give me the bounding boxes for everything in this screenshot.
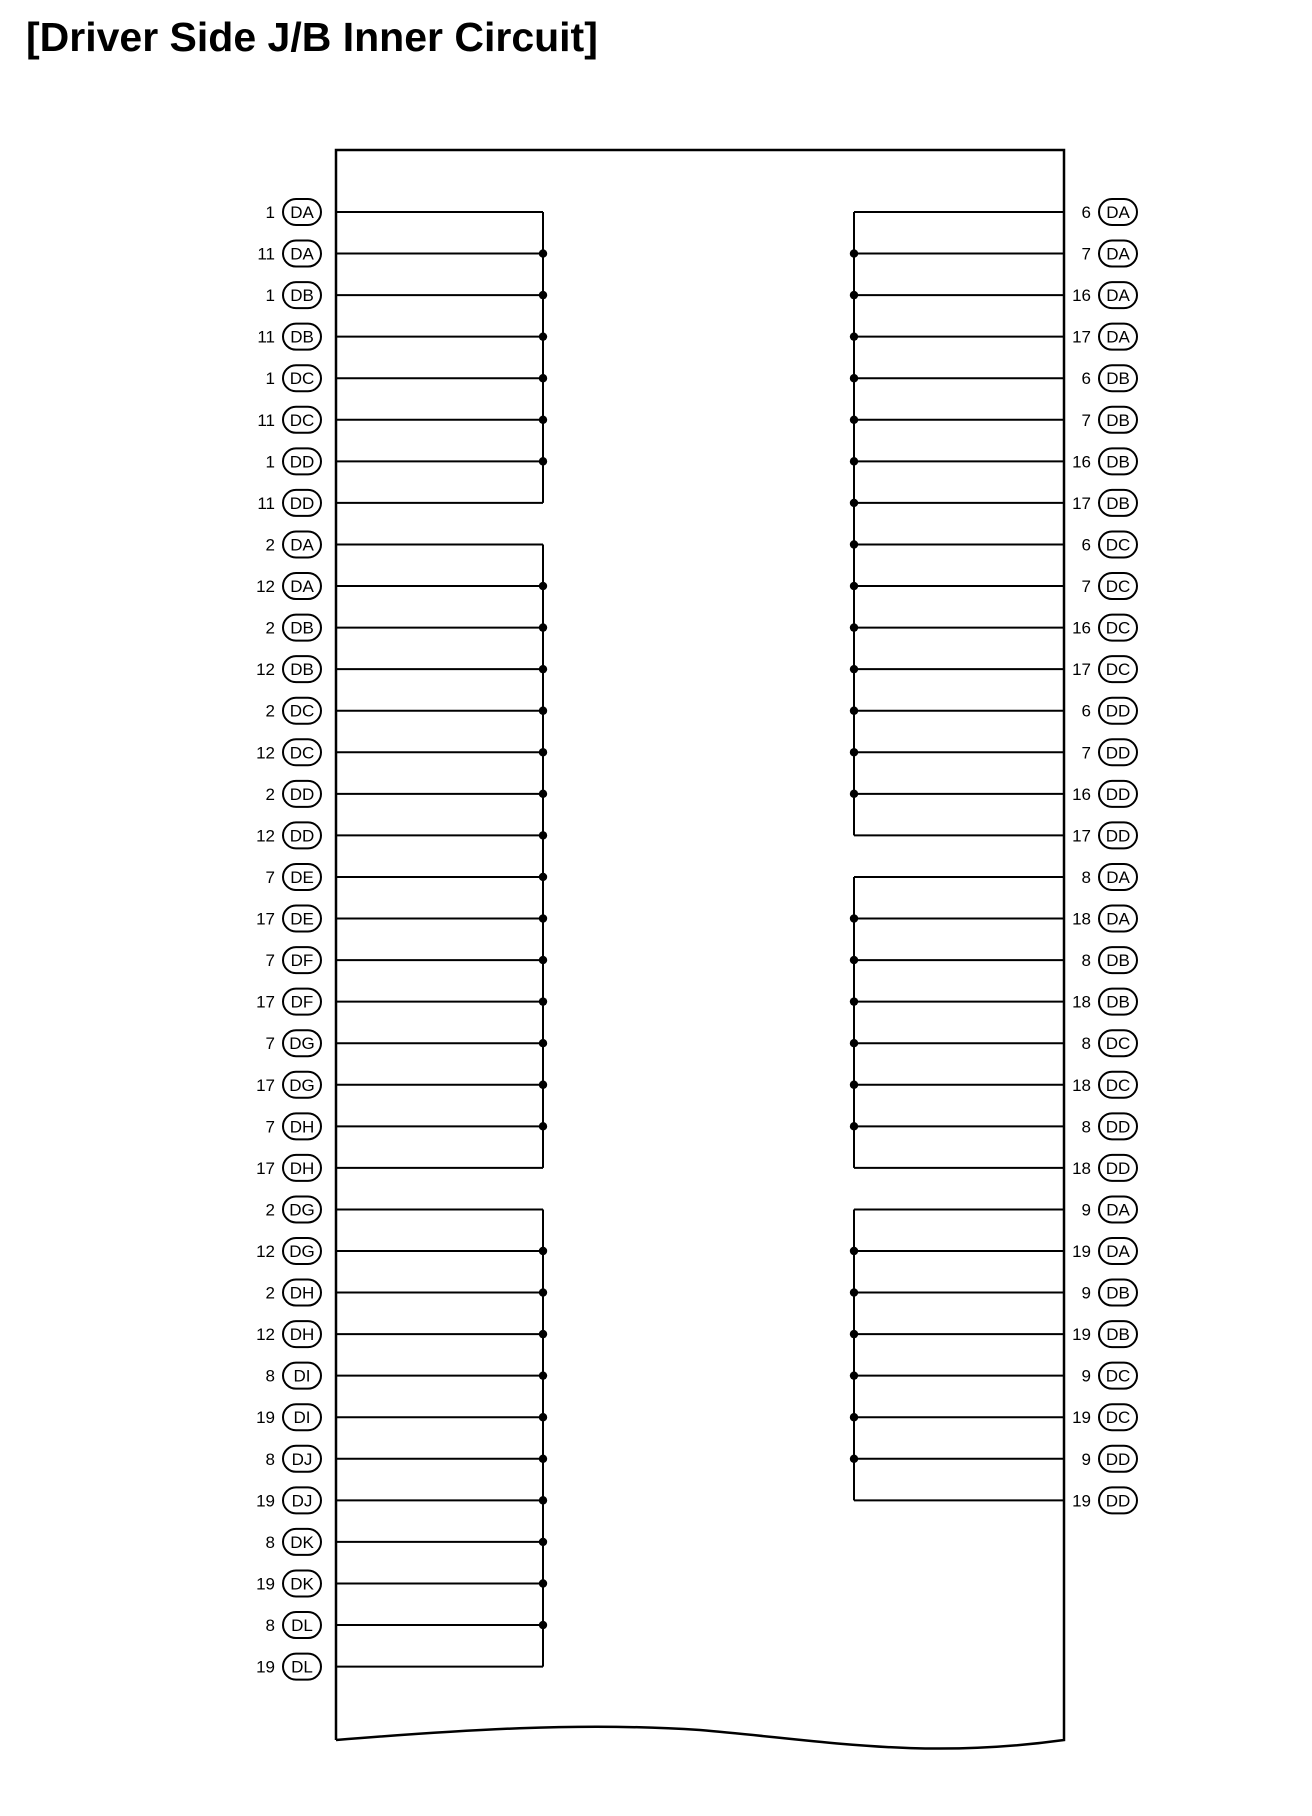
connector-code: DB <box>290 618 314 638</box>
junction-dot <box>539 1039 547 1047</box>
junction-dot <box>539 1413 547 1421</box>
connector-code: DK <box>290 1532 314 1552</box>
connector-code: DA <box>290 577 314 597</box>
pin-number: 19 <box>1072 1242 1091 1261</box>
pin-number: 18 <box>1072 1075 1091 1095</box>
connector-code: DC <box>289 743 315 763</box>
right-pin-9-DB <box>850 1280 1137 1306</box>
pin-number: 18 <box>1072 909 1091 929</box>
pin-number: 7 <box>265 1034 275 1054</box>
connector-code: DA <box>1106 286 1130 306</box>
junction-dot <box>539 1371 547 1379</box>
pin-number: 19 <box>256 1491 275 1511</box>
junction-block-border <box>336 150 1064 1749</box>
pin-number: 11 <box>257 410 275 430</box>
junction-dot <box>539 1496 547 1504</box>
connector-code: DB <box>1106 992 1130 1012</box>
connector-code: DJ <box>291 1491 313 1511</box>
left-pin-2-DG <box>266 1196 543 1222</box>
pin-number: 16 <box>1072 286 1091 306</box>
pin-number: 2 <box>265 701 275 721</box>
left-pin-12-DC <box>256 739 547 765</box>
connector-code: DA <box>290 535 314 555</box>
pin-number: 7 <box>265 867 275 887</box>
connector-code: DB <box>1106 452 1130 472</box>
pin-number: 11 <box>257 493 275 513</box>
left-pin-7-DH <box>266 1113 548 1139</box>
connector-code: DA <box>1106 244 1130 264</box>
page-title: [Driver Side J/B Inner Circuit] <box>26 14 598 60</box>
pin-number: 9 <box>1081 1449 1091 1469</box>
junction-dot <box>539 873 547 881</box>
junction-dot <box>850 956 858 964</box>
junction-dot <box>539 1122 547 1130</box>
right-pin-7-DB <box>850 407 1137 433</box>
connector-code: DD <box>289 452 315 472</box>
connector-code: DD <box>289 826 315 846</box>
connector-code: DA <box>1106 1242 1130 1261</box>
connector-code: DA <box>1106 327 1130 347</box>
junction-dot <box>539 457 547 465</box>
junction-dot <box>850 1413 858 1421</box>
connector-code: DI <box>293 1366 311 1386</box>
connector-code: DA <box>1106 909 1130 929</box>
connector-code: DC <box>289 701 315 721</box>
pin-number: 11 <box>257 327 275 347</box>
connector-code: DB <box>1106 493 1130 513</box>
left-pin-12-DG <box>256 1238 547 1264</box>
junction-dot <box>539 1288 547 1296</box>
connector-code: DG <box>289 1034 315 1054</box>
connector-code: DH <box>289 1117 315 1137</box>
junction-dot <box>850 1455 858 1463</box>
pin-number: 7 <box>1081 244 1091 264</box>
right-pin-17-DB <box>850 490 1137 516</box>
connector-code: DE <box>290 867 314 887</box>
pin-number: 17 <box>256 909 275 929</box>
pin-number: 2 <box>265 1283 275 1303</box>
junction-dot <box>539 1330 547 1338</box>
pin-number: 2 <box>265 784 275 804</box>
pin-number: 17 <box>1072 493 1091 513</box>
connector-code: DC <box>1105 1408 1131 1428</box>
right-pin-9-DC <box>850 1363 1137 1389</box>
pin-number: 19 <box>1072 1325 1091 1345</box>
connector-code: DC <box>1105 577 1131 597</box>
connector-code: DG <box>289 1075 315 1095</box>
junction-dot <box>850 416 858 424</box>
left-pin-2-DA <box>266 531 543 557</box>
pin-number: 19 <box>256 1657 275 1677</box>
pin-number: 1 <box>265 369 275 389</box>
right-pin-19-DB <box>850 1321 1137 1347</box>
junction-dot <box>539 956 547 964</box>
connector-code: DA <box>290 244 314 264</box>
junction-dot <box>850 457 858 465</box>
left-pin-11-DB <box>257 324 547 350</box>
right-pin-9-DA <box>854 1196 1137 1222</box>
right-pin-8-DB <box>850 947 1137 973</box>
connector-code: DD <box>1105 784 1131 804</box>
connector-code: DD <box>1105 1491 1131 1511</box>
junction-dot <box>539 914 547 922</box>
pin-number: 1 <box>265 452 275 472</box>
junction-dot <box>539 1538 547 1546</box>
pin-number: 18 <box>1072 992 1091 1012</box>
pin-number: 9 <box>1081 1283 1091 1303</box>
junction-dot <box>539 1081 547 1089</box>
junction-dot <box>539 1247 547 1255</box>
left-pin-19-DK <box>256 1570 547 1596</box>
left-bus-group-2 <box>256 531 547 1180</box>
connector-code: DD <box>1105 701 1131 721</box>
pin-number: 17 <box>1072 327 1091 347</box>
connector-code: DL <box>291 1616 313 1636</box>
pin-number: 16 <box>1072 452 1091 472</box>
junction-dot <box>850 623 858 631</box>
junction-block-outline <box>336 150 1064 1749</box>
connector-code: DD <box>1105 1117 1131 1137</box>
junction-dot <box>539 249 547 257</box>
connector-code: DH <box>289 1283 315 1303</box>
connector-code: DC <box>1105 618 1131 638</box>
pin-number: 2 <box>265 1200 275 1220</box>
left-bus-group-1 <box>257 199 547 516</box>
left-pin-19-DI <box>256 1404 547 1430</box>
pin-number: 19 <box>1072 1491 1091 1511</box>
right-pin-6-DA <box>854 199 1137 225</box>
pin-number: 11 <box>257 244 275 264</box>
junction-dot <box>850 790 858 798</box>
connector-code: DC <box>289 369 315 389</box>
connector-code: DE <box>290 909 314 929</box>
junction-dot <box>850 707 858 715</box>
left-pin-7-DG <box>266 1030 548 1056</box>
left-pin-11-DD <box>257 490 543 516</box>
pin-number: 9 <box>1081 1366 1091 1386</box>
right-pin-16-DD <box>850 781 1137 807</box>
left-pin-1-DC <box>266 365 548 391</box>
right-pin-19-DA <box>850 1238 1137 1264</box>
left-pin-17-DG <box>256 1072 547 1098</box>
left-pin-12-DA <box>256 573 547 599</box>
junction-dot <box>850 1039 858 1047</box>
right-pin-6-DD <box>850 698 1137 724</box>
pin-number: 6 <box>1081 369 1091 389</box>
right-pin-8-DC <box>850 1030 1137 1056</box>
left-pin-12-DH <box>256 1321 547 1347</box>
junction-dot <box>539 1621 547 1629</box>
right-bus-group-3 <box>850 1196 1137 1513</box>
right-pin-9-DD <box>850 1446 1137 1472</box>
right-pin-18-DD <box>854 1155 1137 1181</box>
pin-number: 17 <box>256 1158 275 1178</box>
junction-dot <box>539 997 547 1005</box>
junction-dot <box>539 416 547 424</box>
pin-number: 7 <box>1081 577 1091 597</box>
connector-code: DC <box>289 410 315 430</box>
connector-code: DB <box>1106 410 1130 430</box>
connector-code: DB <box>1106 1283 1130 1303</box>
junction-dot <box>850 291 858 299</box>
pin-number: 19 <box>256 1574 275 1594</box>
connector-code: DD <box>289 493 315 513</box>
connector-code: DC <box>1105 535 1131 555</box>
left-pin-8-DL <box>266 1612 548 1638</box>
left-pin-8-DI <box>266 1363 548 1389</box>
junction-dot <box>539 1455 547 1463</box>
left-pin-1-DD <box>266 448 548 474</box>
right-pin-7-DA <box>850 241 1137 267</box>
left-pin-7-DE <box>266 864 548 890</box>
pin-number: 7 <box>1081 743 1091 763</box>
pin-number: 7 <box>1081 410 1091 430</box>
pin-number: 12 <box>256 743 275 763</box>
connector-code: DD <box>1105 743 1131 763</box>
right-connector-side <box>850 199 1137 1513</box>
pin-number: 19 <box>1072 1408 1091 1428</box>
right-pin-17-DA <box>850 324 1137 350</box>
left-pin-11-DC <box>257 407 547 433</box>
connector-code: DA <box>290 203 314 222</box>
junction-dot <box>850 374 858 382</box>
right-pin-6-DB <box>850 365 1137 391</box>
pin-number: 8 <box>1081 867 1091 887</box>
left-pin-1-DB <box>266 282 548 308</box>
connector-code: DC <box>1105 1366 1131 1386</box>
right-pin-17-DD <box>854 822 1137 848</box>
right-pin-18-DC <box>850 1072 1137 1098</box>
pin-number: 16 <box>1072 618 1091 638</box>
connector-code: DB <box>290 660 314 680</box>
left-pin-19-DL <box>256 1654 543 1680</box>
connector-code: DI <box>293 1408 311 1428</box>
junction-dot <box>850 914 858 922</box>
pin-number: 17 <box>256 992 275 1012</box>
junction-dot <box>539 665 547 673</box>
pin-number: 12 <box>256 1242 275 1261</box>
pin-number: 1 <box>265 286 275 306</box>
connector-code: DD <box>289 784 315 804</box>
pin-number: 8 <box>265 1532 275 1552</box>
pin-number: 8 <box>265 1366 275 1386</box>
left-connector-side <box>256 199 547 1680</box>
connector-code: DB <box>1106 369 1130 389</box>
junction-dot <box>850 249 858 257</box>
left-pin-1-DA <box>266 199 543 225</box>
pin-number: 12 <box>256 577 275 597</box>
connector-code: DC <box>1105 1075 1131 1095</box>
junction-dot <box>850 748 858 756</box>
junction-dot <box>539 582 547 590</box>
connector-code: DJ <box>291 1449 313 1469</box>
junction-dot <box>539 291 547 299</box>
connector-code: DD <box>1105 1158 1131 1178</box>
pin-number: 17 <box>1072 660 1091 680</box>
pin-number: 12 <box>256 660 275 680</box>
connector-code: DL <box>291 1657 313 1677</box>
connector-code: DG <box>289 1200 315 1220</box>
junction-dot <box>539 374 547 382</box>
connector-code: DB <box>290 286 314 306</box>
right-bus-group-1 <box>850 199 1137 848</box>
connector-code: DK <box>290 1574 314 1594</box>
connector-code: DH <box>289 1325 315 1345</box>
right-pin-8-DA <box>854 864 1137 890</box>
connector-code: DH <box>289 1158 315 1178</box>
junction-dot <box>539 790 547 798</box>
connector-code: DF <box>290 992 314 1012</box>
junction-dot <box>850 332 858 340</box>
connector-code: DF <box>290 951 314 971</box>
pin-number: 6 <box>1081 203 1091 222</box>
pin-number: 8 <box>1081 1117 1091 1137</box>
right-pin-8-DD <box>850 1113 1137 1139</box>
right-bus-group-2 <box>850 864 1137 1181</box>
left-pin-8-DJ <box>266 1446 548 1472</box>
right-pin-7-DC <box>850 573 1137 599</box>
junction-dot <box>850 499 858 507</box>
pin-number: 8 <box>265 1616 275 1636</box>
junction-dot <box>539 831 547 839</box>
junction-dot <box>850 997 858 1005</box>
pin-number: 6 <box>1081 535 1091 555</box>
pin-number: 9 <box>1081 1200 1091 1220</box>
connector-code: DD <box>1105 1449 1131 1469</box>
pin-number: 16 <box>1072 784 1091 804</box>
connector-code: DG <box>289 1242 315 1261</box>
junction-dot <box>539 748 547 756</box>
right-pin-17-DC <box>850 656 1137 682</box>
left-pin-19-DJ <box>256 1487 547 1513</box>
junction-dot <box>850 1122 858 1130</box>
pin-number: 8 <box>265 1449 275 1469</box>
left-pin-2-DC <box>266 698 548 724</box>
right-pin-16-DA <box>850 282 1137 308</box>
left-pin-12-DB <box>256 656 547 682</box>
connector-code: DB <box>1106 1325 1130 1345</box>
connector-code: DC <box>1105 1034 1131 1054</box>
left-bus-group-3 <box>256 1196 547 1679</box>
connector-code: DC <box>1105 660 1131 680</box>
pin-number: 12 <box>256 826 275 846</box>
pin-number: 7 <box>265 951 275 971</box>
left-pin-17-DH <box>256 1155 543 1181</box>
junction-dot <box>850 1371 858 1379</box>
left-pin-7-DF <box>266 947 548 973</box>
pin-number: 8 <box>1081 951 1091 971</box>
left-pin-11-DA <box>257 241 547 267</box>
junction-dot <box>539 707 547 715</box>
right-pin-19-DC <box>850 1404 1137 1430</box>
junction-dot <box>850 1081 858 1089</box>
pin-number: 2 <box>265 618 275 638</box>
connector-code: DA <box>1106 867 1130 887</box>
left-pin-17-DF <box>256 989 547 1015</box>
junction-dot <box>850 1288 858 1296</box>
left-pin-2-DH <box>266 1280 548 1306</box>
connector-code: DB <box>290 327 314 347</box>
junction-dot <box>539 623 547 631</box>
right-pin-19-DD <box>854 1487 1137 1513</box>
left-pin-2-DD <box>266 781 548 807</box>
pin-number: 17 <box>1072 826 1091 846</box>
junction-dot <box>850 1330 858 1338</box>
connector-code: DA <box>1106 1200 1130 1220</box>
right-pin-16-DC <box>850 615 1137 641</box>
left-pin-2-DB <box>266 615 548 641</box>
pin-number: 1 <box>265 203 275 222</box>
left-pin-12-DD <box>256 822 547 848</box>
junction-dot <box>850 1247 858 1255</box>
right-pin-18-DA <box>850 906 1137 932</box>
junction-dot <box>539 332 547 340</box>
junction-dot <box>850 665 858 673</box>
right-pin-7-DD <box>850 739 1137 765</box>
right-pin-6-DC <box>850 531 1137 557</box>
connector-code: DB <box>1106 951 1130 971</box>
right-pin-18-DB <box>850 989 1137 1015</box>
junction-dot <box>850 582 858 590</box>
connector-code: DD <box>1105 826 1131 846</box>
pin-number: 7 <box>265 1117 275 1137</box>
pin-number: 17 <box>256 1075 275 1095</box>
pin-number: 2 <box>265 535 275 555</box>
pin-number: 18 <box>1072 1158 1091 1178</box>
left-pin-17-DE <box>256 906 547 932</box>
pin-number: 19 <box>256 1408 275 1428</box>
right-pin-16-DB <box>850 448 1137 474</box>
connector-code: DA <box>1106 203 1130 222</box>
pin-number: 12 <box>256 1325 275 1345</box>
pin-number: 8 <box>1081 1034 1091 1054</box>
junction-dot <box>850 540 858 548</box>
pin-number: 6 <box>1081 701 1091 721</box>
left-pin-8-DK <box>266 1529 548 1555</box>
junction-dot <box>539 1579 547 1587</box>
